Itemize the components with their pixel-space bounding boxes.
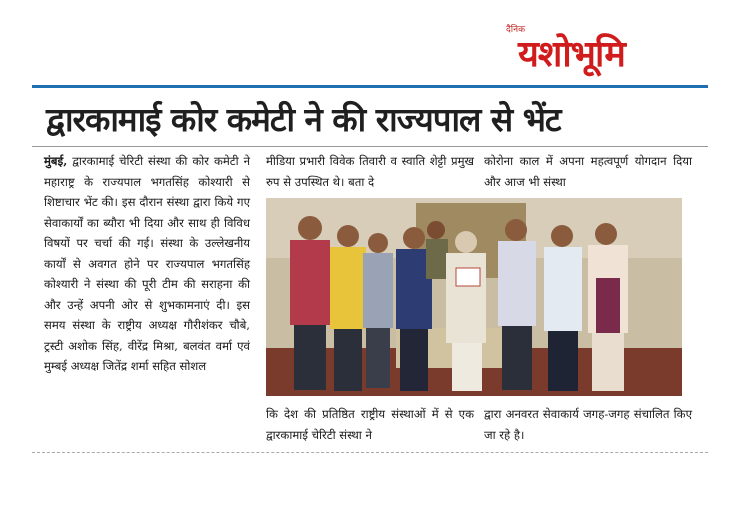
dateline: मुंबई, [44,154,68,168]
news-photo [266,198,682,396]
masthead-title: यशोभूमि [518,34,625,75]
headline-rule [32,146,708,147]
top-rule [32,85,708,88]
article-column-3-bottom: द्वारा अनवरत सेवाकार्य जगह-जगह संचालित किए जा रहे है। [484,407,692,442]
article-column-2-top: मीडिया प्रभारी विवेक तिवारी व स्वाति शेट्टी प्रमुख रुप से उपस्थित थे। बता दे [266,154,474,189]
masthead-tag: दैनिक [506,25,526,35]
bottom-rule [32,452,708,453]
article-column-3-top: कोरोना काल में अपना महत्वपूर्ण योगदान दिया और आज भी संस्था [484,154,692,189]
article-text-1: द्वारकामाई चेरिटी संस्था की कोर कमेटी ने महाराष्ट्र के राज्यपाल भगतसिंह कोश्यारी से शिष्टाचार भेंट की। इस दौरान संस्था द्वारा किये गए सेवाकार्यों का ब्यौरा भी दिया और साथ ही विविध विषयों पर चर्चा की गई। संस्था के उल्लेखनीय कार्यों से अवगत होने पर राज्यपाल भगतसिंह कोश्यारी ने संस्था की पूरी टीम की सराहना की और उन्हें अपनी ओर से शुभकामनाएं दी। इस समय संस्था के राष्ट्रीय अध्यक्ष गौरीशंकर चौबे, ट्रस्टी अशोक सिंह, वीरेंद्र मिश्रा, बलवंत वर्मा एवं मुम्बई अध्यक्ष जितेंद्र शर्मा सहित सोशल [44,154,251,373]
article-column-2-bottom: कि देश की प्रतिष्ठित राष्ट्रीय संस्थाओं में से एक द्वारकामाई चेरिटी संस्था ने [266,407,474,442]
headline: द्वारकामाई कोर कमेटी ने की राज्यपाल से भेंट [46,100,561,139]
masthead [506,24,688,80]
article-column-1 [44,151,250,377]
photo-illustration [266,198,682,396]
